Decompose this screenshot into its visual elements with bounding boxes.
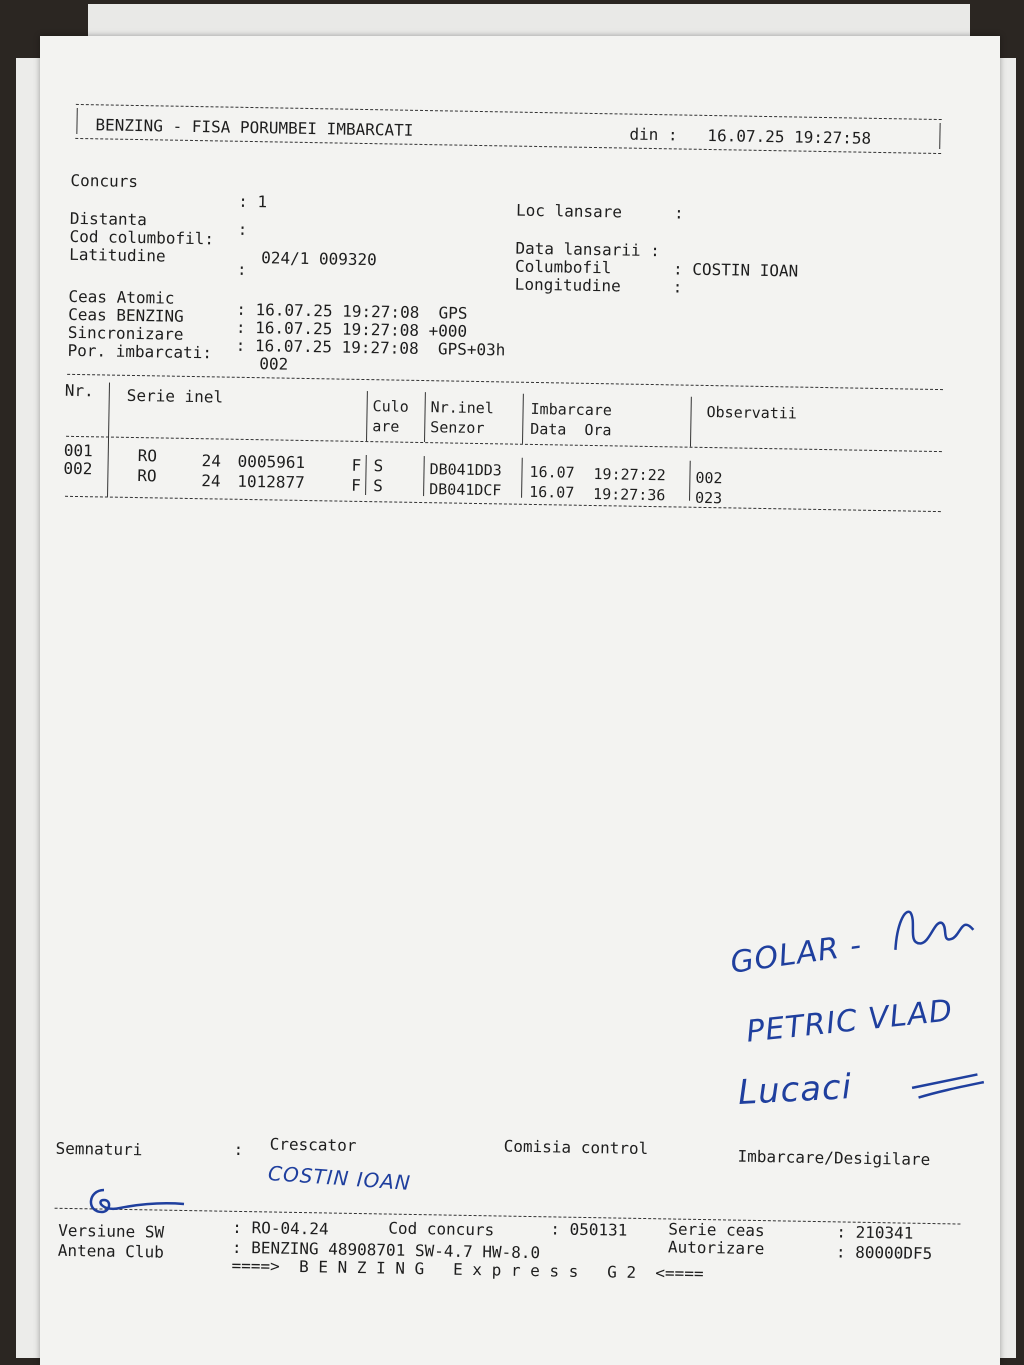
table-bottom-border [65,496,941,512]
table-body-divider-serie [365,455,367,495]
printed-form-sheet [40,36,1000,1365]
sincronizare-value: : 16.07.25 19:27:08 GPS+03h [235,335,506,360]
versiune-sw-label: Versiune SW [58,1220,165,1242]
autorizare-value: : 80000DF5 [835,1242,933,1264]
row-tara: RO [137,466,157,486]
table-header-separator [66,436,942,452]
row-nr: 001 [63,440,93,461]
data-lansarii-label: Data lansarii : [515,238,661,261]
col-header-culoare-1: Culo [372,397,409,416]
latitudine-colon: : [236,259,247,279]
autorizare-label: Autorizare [667,1237,765,1259]
table-body-divider-senzor [521,458,523,498]
imbarcare-desigilare-label: Imbarcare/Desigilare [737,1146,931,1169]
table-divider-nr [108,383,110,441]
table-divider-culoare [424,392,426,442]
row-inel: 1012877 [237,471,305,492]
handwritten-commission-signature-3: Lucaci [737,1067,853,1113]
ceas-benzing-label: Ceas BENZING [68,304,184,326]
row-culoare: S [373,456,384,476]
row-data: 16.07 [529,482,575,502]
antena-club-label: Antena Club [57,1240,164,1262]
table-divider-senzor [522,394,524,444]
header-right-border [939,123,940,149]
col-header-senzor: Senzor [430,418,485,438]
row-senzor: DB041DD3 [429,460,502,480]
col-header-observatii: Observatii [706,402,798,423]
latitudine-label: Latitudine [69,244,166,266]
comisia-control-label: Comisia control [503,1136,649,1159]
cod-columbofil-value: 024/1 009320 [261,248,377,270]
longitudine-label: Longitudine [514,274,621,296]
antena-club-value: : BENZING 48908701 SW-4.7 HW-8.0 [231,1237,541,1263]
handwritten-commission-signature-2: PETRIC VLAD [744,993,955,1050]
row-an: 24 [201,451,222,471]
footer-separator [55,1208,961,1225]
table-body-divider-culoare [423,456,425,496]
col-header-nr: Nr. [64,380,94,401]
col-header-culoare-2: are [372,417,400,436]
row-culoare: S [373,476,384,496]
distanta-colon: : [237,219,248,239]
ceas-benzing-value: : 16.07.25 19:27:08 +000 [235,317,468,341]
crescator-label: Crescator [269,1134,357,1155]
handwritten-breeder-name: COSTIN IOAN [267,1161,412,1195]
form-content [40,36,1000,1365]
table-divider-imbarcare [690,397,692,447]
columbofil-value: : COSTIN IOAN [672,259,799,281]
row-senzor: DB041DCF [429,480,502,500]
sincronizare-label: Sincronizare [67,322,184,344]
serie-ceas-label: Serie ceas [668,1219,765,1241]
columbofil-label: Columbofil [514,256,612,278]
concurs-label: Concurs [70,170,139,192]
row-inel: 0005961 [237,451,306,472]
row-ora: 19:27:36 [592,485,666,505]
row-tara: RO [137,446,158,466]
row-observatii: 002 [695,468,723,488]
porumbei-imbarcati-label: Por. imbarcati: [67,340,213,363]
table-body-divider-imbarcare [689,461,691,501]
row-an: 24 [201,471,221,491]
cod-concurs-value: : 050131 [550,1219,628,1240]
breeder-signature-scribble [80,1182,190,1222]
row-ora: 19:27:22 [593,465,666,485]
table-body-divider-nr [107,441,109,497]
row-nr: 002 [63,458,93,479]
serie-ceas-value: : 210341 [836,1222,914,1243]
col-header-imbarcare: Imbarcare [530,399,613,420]
signature-flourish [907,1064,989,1108]
benzing-express-brand: ====> B E N Z I N G E x p r e s s G 2 <==== [231,1255,704,1284]
row-sex: F [351,455,362,475]
semnaturi-colon: : [233,1139,244,1160]
row-data: 16.07 [529,462,575,482]
print-date-label: din : [629,124,678,145]
table-divider-serie [366,391,368,441]
print-date-value: 16.07.25 19:27:58 [707,125,872,148]
loc-lansare-value: : [673,203,684,223]
loc-lansare-label: Loc lansare [515,200,623,222]
concurs-value: : 1 [238,191,268,212]
col-header-nr-inel: Nr.inel [430,398,494,418]
longitudine-value: : [672,277,683,297]
col-header-serie-inel: Serie inel [126,385,224,407]
distanta-label: Distanta [69,208,148,230]
col-header-data-ora: Data Ora [530,419,612,440]
cod-concurs-label: Cod concurs [388,1218,495,1240]
porumbei-imbarcati-value: 002 [259,354,289,374]
semnaturi-label: Semnaturi [55,1138,143,1160]
handwritten-commission-signature-1: GOLAR - [728,926,874,981]
ceas-atomic-value: : 16.07.25 19:27:08 GPS [236,299,468,323]
header-left-border [76,108,77,134]
versiune-sw-value: : RO-04.24 [232,1217,329,1239]
cod-columbofil-label: Cod columbofil: [69,226,215,249]
row-sex: F [351,475,362,495]
form-title: BENZING - FISA PORUMBEI IMBARCATI [95,115,414,140]
ceas-atomic-label: Ceas Atomic [68,286,175,308]
row-observatii: 023 [694,488,723,508]
